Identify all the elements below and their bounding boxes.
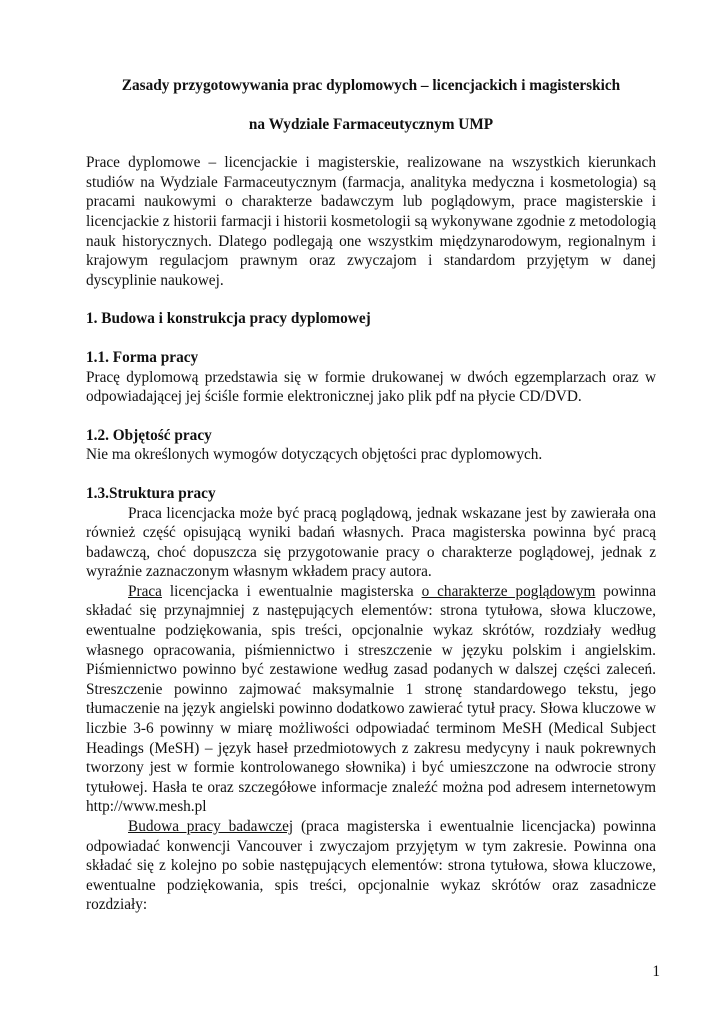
section-1-3-heading: 1.3.Struktura pracy xyxy=(86,484,216,502)
section-1-3-paragraph-3 xyxy=(86,817,656,915)
paragraph-2-middle: licencjacka i ewentualnie magisterska xyxy=(161,582,422,600)
section-1-heading: 1. Budowa i konstrukcja pracy dyplomowej xyxy=(86,310,371,328)
underlined-term-poglądowy: o charakterze poglądowym xyxy=(421,582,596,600)
underlined-term-praca: Praca xyxy=(128,582,162,600)
section-1-3-paragraph-2 xyxy=(86,582,656,817)
underlined-term-budowa-pracy-badawczej: Budowa pracy badawczej xyxy=(128,818,294,835)
section-1-2-heading: 1.2. Objętość pracy xyxy=(86,426,212,444)
intro-paragraph: Prace dyplomowe – licencjackie i magisterskie, realizowane na wszystkich kierunkach studiów na Wydziale Farmaceutycznym (farmacja, analityka medyczna i kosmetologia) są pracami naukowymi o charakterze badawczym lub poglądowym, prace magisterskie i licencjackie z historii farmacji i historii kosmetologii są wykonywane zgodnie z metodologią nauk historycznych. Dlatego podlegają one wszystkim międzynarodowym, regionalnym i krajowym regulacjom prawnym oraz zwyczajom i standardom przyjętym w danej dyscyplinie naukowej. xyxy=(86,154,656,289)
section-1-1-heading: 1.1. Forma pracy xyxy=(86,348,199,366)
page-number: 1 xyxy=(652,963,660,980)
section-1-1-text: Pracę dyplomową przedstawia się w formie drukowanej w dwóch egzemplarzach oraz w odpowiadającej jej ściśle formie elektronicznej jako plik pdf na płycie CD/DVD. xyxy=(86,368,656,406)
document-subtitle: na Wydziale Farmaceutycznym UMP xyxy=(248,115,494,133)
paragraph-3-rest: (praca magisterska i ewentualnie licencjacka) powinna odpowiadać konwencji Vancouver i zwyczajom przyjętym w tym zakresie. Powinna ona składać się z kolejno po sobie następujących elementów: strona tytułowa, słowa kluczowe, ewentualne podziękowania, spis treści, opcjonalnie wykaz skrótów oraz zasadnicze rozdziały: xyxy=(86,818,656,914)
document-title: Zasady przygotowywania prac dyplomowych – licencjackich i magisterskich xyxy=(121,77,621,94)
section-1-2-text: Nie ma określonych wymogów dotyczących objętości prac dyplomowych. xyxy=(86,446,543,464)
paragraph-2-rest: powinna składać się przynajmniej z następujących elementów: strona tytułowa, słowa kluczowe, ewentualne podziękowania, spis treści, opcjonalnie wykaz skrótów, rozdziały według własnego opracowania, piśmiennictwo i streszczenie w języku polskim i angielskim. Piśmiennictwo powinno być zestawione według zasad podanych w dalszej części zaleceń. Streszczenie powinno zajmować maksymalnie 1 stronę standardowego tekstu, jego tłumaczenie na język angielski powinno dodatkowo zawierać tytuł pracy. Słowa kluczowe w liczbie 3-6 powinny w miarę możliwości odpowiadać terminom MeSH (Medical Subject Headings (MeSH) – język haseł przedmiotowych z zakresu medycyny i nauk pokrewnych tworzony jest w formie kontrolowanego słownika) i być umieszczone na odwrocie strony tytułowej. Hasła te oraz szczegółowe informacje znaleźć można pod adresem internetowym http://www.mesh.pl xyxy=(86,582,656,816)
section-1-3-paragraph-1: Praca licencjacka może być pracą poglądową, jednak wskazane jest by zawierała ona również część opisującą wyniki badań własnych. Praca magisterska powinna być pracą badawczą, choć dopuszcza się przygotowanie pracy o charakterze poglądowej, jednak z wyraźnie zaznaczonym własnym wkładem pracy autora. xyxy=(86,504,656,581)
page-content xyxy=(86,72,656,915)
